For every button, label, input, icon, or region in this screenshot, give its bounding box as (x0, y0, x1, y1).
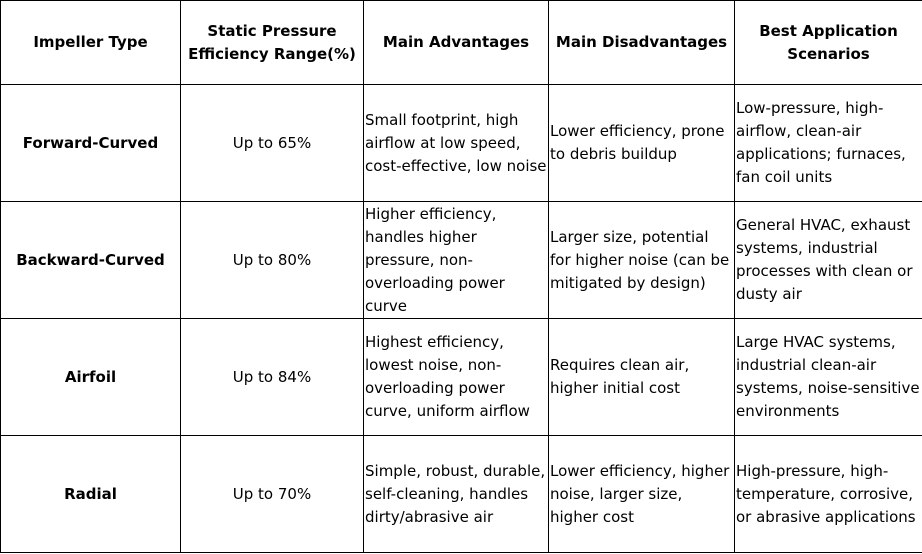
table-row (1, 202, 922, 319)
disadvantages-cell: Lower efficiency, higher noise, larger size, higher cost (549, 436, 735, 553)
advantages-cell: Simple, robust, durable, self-cleaning, handles dirty/abrasive air (364, 436, 549, 553)
impeller-type-cell: Airfoil (1, 319, 181, 436)
table-row (1, 436, 922, 553)
header-best-application-scenarios: Best Application Scenarios (735, 1, 922, 85)
applications-cell: General HVAC, exhaust systems, industrial processes with clean or dusty air (735, 202, 922, 319)
header-impeller-type: Impeller Type (1, 1, 181, 85)
impeller-type-cell: Radial (1, 436, 181, 553)
disadvantages-cell: Requires clean air, higher initial cost (549, 319, 735, 436)
table-row (1, 319, 922, 436)
efficiency-cell: Up to 84% (181, 319, 364, 436)
applications-cell: Large HVAC systems, industrial clean-air systems, noise-sensitive environments (735, 319, 922, 436)
applications-cell: High-pressure, high-temperature, corrosive, or abrasive applications (735, 436, 922, 553)
header-row (1, 1, 922, 85)
advantages-cell: Small footprint, high airflow at low speed, cost-effective, low noise (364, 85, 549, 202)
efficiency-cell: Up to 80% (181, 202, 364, 319)
disadvantages-cell: Larger size, potential for higher noise (can be mitigated by design) (549, 202, 735, 319)
impeller-type-cell: Backward-Curved (1, 202, 181, 319)
applications-cell: Low-pressure, high-airflow, clean-air applications; furnaces, fan coil units (735, 85, 922, 202)
efficiency-cell: Up to 65% (181, 85, 364, 202)
impeller-type-cell: Forward-Curved (1, 85, 181, 202)
header-main-advantages: Main Advantages (364, 1, 549, 85)
advantages-cell: Highest efficiency, lowest noise, non-overloading power curve, uniform airflow (364, 319, 549, 436)
header-main-disadvantages: Main Disadvantages (549, 1, 735, 85)
disadvantages-cell: Lower efficiency, prone to debris buildup (549, 85, 735, 202)
table-row (1, 85, 922, 202)
header-efficiency-range: Static Pressure Efficiency Range(%) (181, 1, 364, 85)
efficiency-cell: Up to 70% (181, 436, 364, 553)
advantages-cell: Higher efficiency, handles higher pressure, non-overloading power curve (364, 202, 549, 319)
